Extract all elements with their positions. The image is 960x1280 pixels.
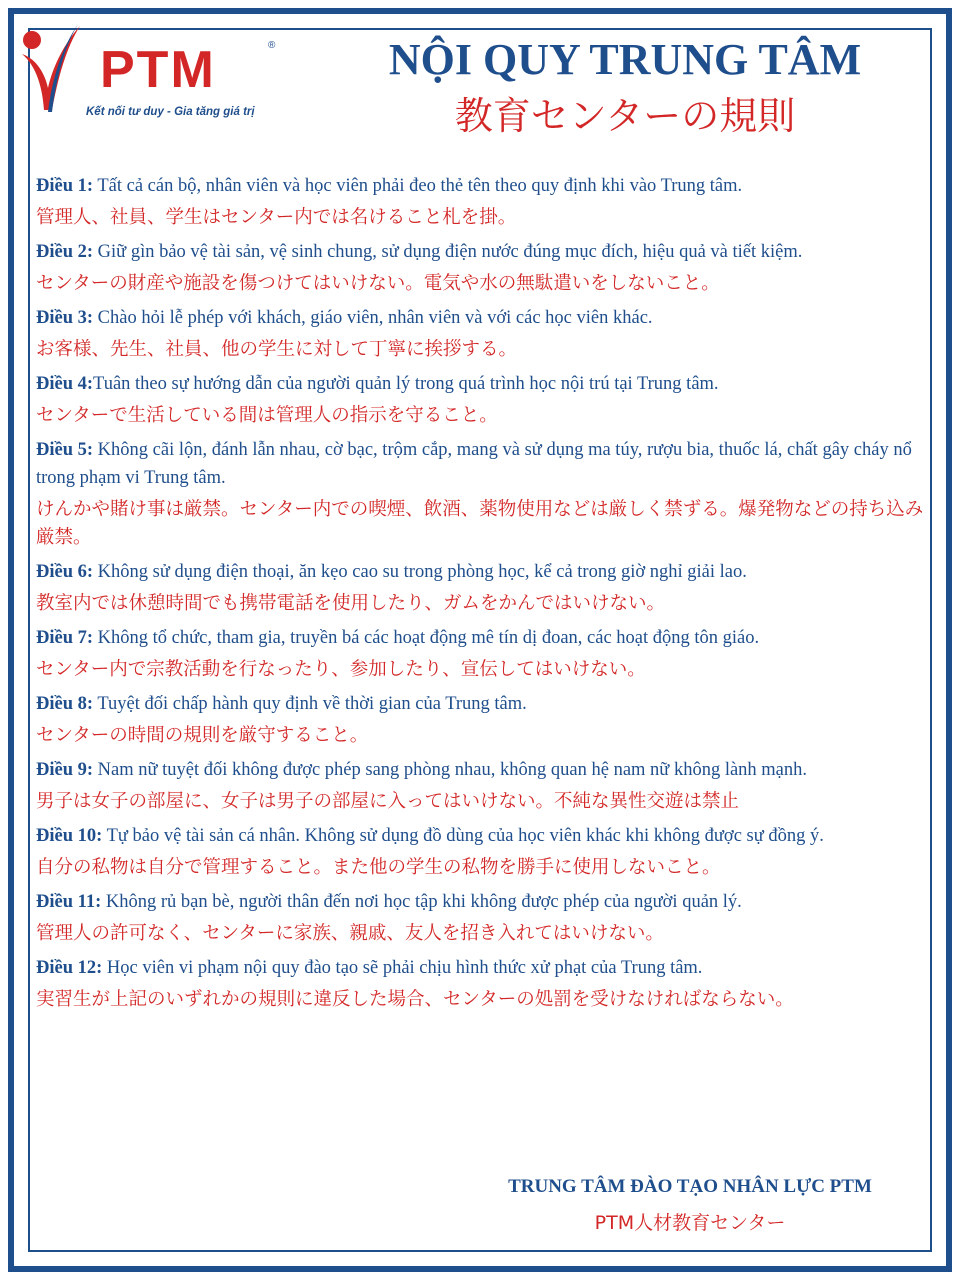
rules-list <box>36 172 924 1020</box>
rule-label: Điều 7: <box>36 628 94 648</box>
logo-slogan: Kết nối tư duy - Gia tăng giá trị <box>86 106 255 118</box>
rule-item <box>36 954 924 1014</box>
rule-japanese-text: 教室内では休憩時間でも携帯電話を使用したり、ガムをかんではいけない。 <box>36 593 666 614</box>
rule-label: Điều 12: <box>36 958 103 978</box>
rule-vietnamese-body: Giữ gìn bảo vệ tài sản, vệ sinh chung, sử dụng điện nước đúng mục đích, hiệu quả và tiết kiệm. <box>93 242 803 262</box>
rule-label: Điều 5: <box>36 440 94 460</box>
rule-vietnamese-body: Nam nữ tuyệt đối không được phép sang phòng nhau, không quan hệ nam nữ không lành mạnh. <box>93 760 808 780</box>
rule-vietnamese-body: Tự bảo vệ tài sản cá nhân. Không sử dụng đồ dùng của học viên khác khi không được sự đồng ý. <box>102 826 824 846</box>
rule-japanese-text: 自分の私物は自分で管理すること。また他の学生の私物を勝手に使用しないこと。 <box>36 857 721 878</box>
rule-label: Điều 2: <box>36 242 94 262</box>
rule-item <box>36 304 924 364</box>
rule-vietnamese-body: Không sử dụng điện thoại, ăn kẹo cao su trong phòng học, kể cả trong giờ nghỉ giải lao. <box>93 562 747 582</box>
rule-item <box>36 822 924 882</box>
page-title-japanese: 教育センターの規則 <box>454 94 796 138</box>
rule-item <box>36 172 924 232</box>
rule-item <box>36 756 924 816</box>
rule-item <box>36 690 924 750</box>
rule-vietnamese-text <box>36 370 924 398</box>
rule-item <box>36 436 924 552</box>
rule-label: Điều 1: <box>36 176 94 196</box>
rule-item <box>36 238 924 298</box>
rule-vietnamese-body: Chào hỏi lễ phép với khách, giáo viên, nhân viên và với các học viên khác. <box>93 308 653 328</box>
rule-vietnamese-text <box>36 436 924 492</box>
rule-vietnamese-body: Tất cả cán bộ, nhân viên và học viên phải đeo thẻ tên theo quy định khi vào Trung tâm. <box>93 176 743 196</box>
rule-vietnamese-body: Học viên vi phạm nội quy đào tạo sẽ phải chịu hình thức xử phạt của Trung tâm. <box>102 958 703 978</box>
rule-item <box>36 888 924 948</box>
rule-label: Điều 4: <box>36 374 94 394</box>
rule-japanese-text: 実習生が上記のいずれかの規則に違反した場合、センターの処罰を受けなければならない。 <box>36 989 794 1010</box>
rule-label: Điều 8: <box>36 694 94 714</box>
logo-registered-mark: ® <box>268 40 276 51</box>
rule-japanese-text: 管理人の許可なく、センターに家族、親戚、友人を招き入れてはいけない。 <box>36 923 664 944</box>
rule-vietnamese-body: Không cãi lộn, đánh lẫn nhau, cờ bạc, trộm cắp, mang và sử dụng ma túy, rượu bia, thuốc lá, chất gây cháy nổ trong phạm vi Trung tâm. <box>36 440 912 488</box>
rule-japanese-text: けんかや賭け事は厳禁。センター内での喫煙、飲酒、薬物使用などは厳しく禁ずる。爆発物などの持ち込み厳禁。 <box>36 499 924 548</box>
footer-center-name-japanese: PTM人材教育センター <box>594 1212 786 1234</box>
rule-vietnamese-text <box>36 172 924 200</box>
rule-vietnamese-body: Tuân theo sự hướng dẫn của người quản lý trong quá trình học nội trú tại Trung tâm. <box>93 374 719 394</box>
rule-label: Điều 9: <box>36 760 94 780</box>
rule-japanese-text: 男子は女子の部屋に、女子は男子の部屋に入ってはいけない。不純な異性交遊は禁止 <box>36 791 740 812</box>
rule-japanese-text: お客様、先生、社員、他の学生に対して丁寧に挨拶する。 <box>36 339 518 360</box>
rule-japanese-text: センターで生活している間は管理人の指示を守ること。 <box>36 405 498 426</box>
rule-vietnamese-text <box>36 756 924 784</box>
rule-item <box>36 624 924 684</box>
rule-japanese-text: センターの財産や施設を傷つけてはいけない。電気や水の無駄遣いをしないこと。 <box>36 273 720 294</box>
rule-label: Điều 10: <box>36 826 103 846</box>
rule-vietnamese-text <box>36 238 924 266</box>
rule-label: Điều 3: <box>36 308 94 328</box>
page-title-vietnamese: NỘI QUY TRUNG TÂM <box>388 35 862 84</box>
rule-vietnamese-text <box>36 954 924 982</box>
footer-center-name-vietnamese: TRUNG TÂM ĐÀO TẠO NHÂN LỰC PTM <box>508 1176 872 1197</box>
rule-japanese-text: 管理人、社員、学生はセンター内では名けること札を掛。 <box>36 207 517 228</box>
rule-vietnamese-body: Không tổ chức, tham gia, truyền bá các hoạt động mê tín dị đoan, các hoạt động tôn giáo. <box>93 628 760 648</box>
rule-vietnamese-text <box>36 888 924 916</box>
rule-vietnamese-text <box>36 690 924 718</box>
rule-vietnamese-text <box>36 558 924 586</box>
rule-vietnamese-text <box>36 304 924 332</box>
rule-label: Điều 11: <box>36 892 102 912</box>
rule-japanese-text: センターの時間の規則を厳守すること。 <box>36 725 369 746</box>
rule-label: Điều 6: <box>36 562 94 582</box>
rule-vietnamese-text <box>36 624 924 652</box>
rule-japanese-text: センター内で宗教活動を行なったり、参加したり、宣伝してはいけない。 <box>36 659 646 680</box>
rule-item <box>36 558 924 618</box>
ptm-person-logo-icon <box>18 18 98 118</box>
logo-brand: PTM <box>100 41 216 99</box>
ptm-logo <box>18 18 278 128</box>
rule-vietnamese-body: Không rủ bạn bè, người thân đến nơi học tập khi không được phép của người quản lý. <box>101 892 742 912</box>
rule-vietnamese-body: Tuyệt đối chấp hành quy định về thời gian của Trung tâm. <box>93 694 527 714</box>
rule-vietnamese-text <box>36 822 924 850</box>
rule-item <box>36 370 924 430</box>
